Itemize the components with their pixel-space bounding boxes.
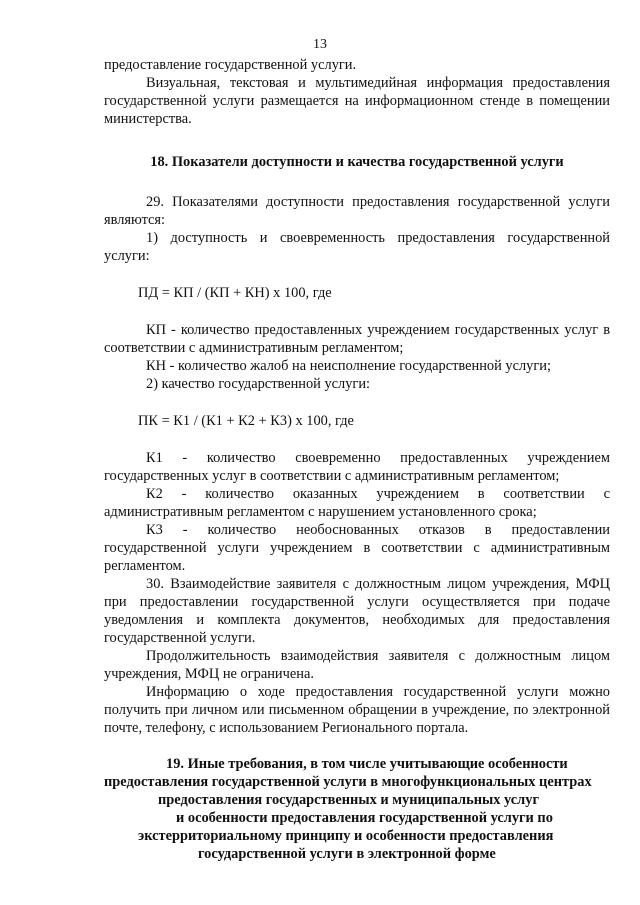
formula-pk: ПК = К1 / (К1 + К2 + К3) х 100, где — [138, 413, 354, 429]
paragraph-29-item-1: 1) доступность и своевременность предоставления государственной услуги: — [104, 230, 610, 264]
paragraph-visual-info: Визуальная, текстовая и мультимедийная информация предоставления государственной услуги размещается на информационном стенде в помещении министерства. — [104, 75, 610, 127]
definition-k3: К3 - количество необоснованных отказов в предоставлении государственной услуги учреждением в соответствии с административным регламентом. — [104, 522, 610, 574]
heading-19-line-2: предоставления государственной услуги в многофункциональных центрах — [104, 774, 592, 790]
paragraph-30: 30. Взаимодействие заявителя с должностным лицом учреждения, МФЦ при предоставлении государственной услуги осуществляется при подаче уведомления и комплекта документов, необходимых для предоставления государственной услуги. — [104, 576, 610, 646]
document-body — [104, 56, 610, 863]
heading-19-line-1: 19. Иные требования, в том числе учитывающие особенности — [166, 756, 568, 772]
page-number: 13 — [313, 37, 327, 52]
definition-kn: КН - количество жалоб на неисполнение государственной услуги; — [146, 358, 551, 374]
paragraph-29: 29. Показателями доступности предоставления государственной услуги являются: — [104, 194, 610, 228]
section-heading-18: 18. Показатели доступности и качества государственной услуги — [150, 154, 564, 170]
heading-19-line-3: предоставления государственных и муниципальных услуг — [158, 792, 539, 808]
heading-19-line-6: государственной услуги в электронной форме — [198, 846, 496, 862]
definition-k2: К2 - количество оказанных учреждением в соответствии с административным регламентом с нарушением установленного срока; — [104, 486, 610, 520]
heading-19-line-5: экстерриториальному принципу и особенности предоставления — [138, 828, 554, 844]
section-heading-19 — [104, 755, 610, 863]
paragraph-29-item-2: 2) качество государственной услуги: — [146, 376, 371, 392]
paragraph-progress-info: Информацию о ходе предоставления государственной услуги можно получить при личном или письменном обращении в учреждение, по электронной почте, телефону, с использованием Регионального портала. — [104, 684, 610, 736]
paragraph-duration: Продолжительность взаимодействия заявителя с должностным лицом учреждения, МФЦ не ограничена. — [104, 648, 610, 682]
paragraph-continuation: предоставление государственной услуги. — [104, 57, 357, 73]
formula-pd: ПД = КП / (КП + КН) х 100, где — [138, 285, 332, 301]
definition-kp: КП - количество предоставленных учреждением государственных услуг в соответствии с административным регламентом; — [104, 322, 610, 356]
heading-19-line-4: и особенности предоставления государственной услуги по — [176, 810, 553, 826]
definition-k1: К1 - количество своевременно предоставленных учреждением государственных услуг в соответствии с административным регламентом; — [104, 450, 610, 484]
